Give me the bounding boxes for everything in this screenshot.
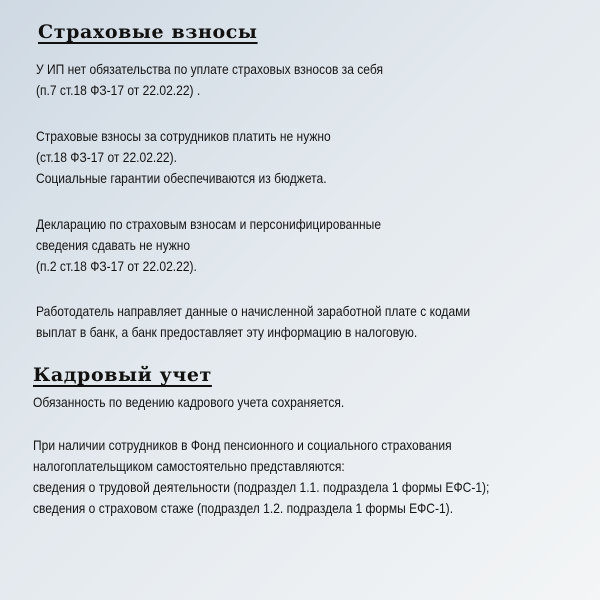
paragraph-ip-obligation xyxy=(36,59,383,101)
paragraph-line: сведения о трудовой деятельности (подраздел 1.1. подраздела 1 формы ЕФС-1); xyxy=(33,479,490,495)
paragraph-employee-contributions xyxy=(36,126,331,189)
paragraph-line: (ст.18 ФЗ-17 от 22.02.22). xyxy=(36,149,177,165)
paragraph-fund-reporting xyxy=(33,435,489,519)
paragraph-line: сведения сдавать не нужно xyxy=(36,237,191,253)
section-heading-insurance-contributions: Страховые взносы xyxy=(38,21,258,43)
paragraph-line: сведения о страховом стаже (подраздел 1.2. подраздела 1 формы ЕФС-1). xyxy=(33,500,454,516)
paragraph-line: налогоплательщиком самостоятельно представляются: xyxy=(33,458,345,474)
paragraph-line: Работодатель направляет данные о начисленной заработной плате с кодами xyxy=(36,303,471,319)
paragraph-line: Декларацию по страховым взносам и персонифицированные xyxy=(36,216,382,232)
paragraph-line: (п.7 ст.18 ФЗ-17 от 22.02.22) . xyxy=(36,82,201,98)
paragraph-line: Страховые взносы за сотрудников платить не нужно xyxy=(36,128,331,144)
paragraph-hr-obligation xyxy=(33,392,344,413)
paragraph-line: Социальные гарантии обеспечиваются из бюджета. xyxy=(36,170,327,186)
section-heading-hr-records: Кадровый учет xyxy=(33,364,212,386)
paragraph-line: (п.2 ст.18 ФЗ-17 от 22.02.22). xyxy=(36,258,197,274)
paragraph-line: У ИП нет обязательства по уплате страховых взносов за себя xyxy=(36,61,383,77)
paragraph-line: При наличии сотрудников в Фонд пенсионного и социального страхования xyxy=(33,437,452,453)
paragraph-line: Обязанность по ведению кадрового учета сохраняется. xyxy=(33,394,345,410)
paragraph-employer-bank xyxy=(36,301,470,343)
paragraph-line: выплат в банк, а банк предоставляет эту информацию в налоговую. xyxy=(36,324,418,340)
paragraph-declaration xyxy=(36,214,381,277)
